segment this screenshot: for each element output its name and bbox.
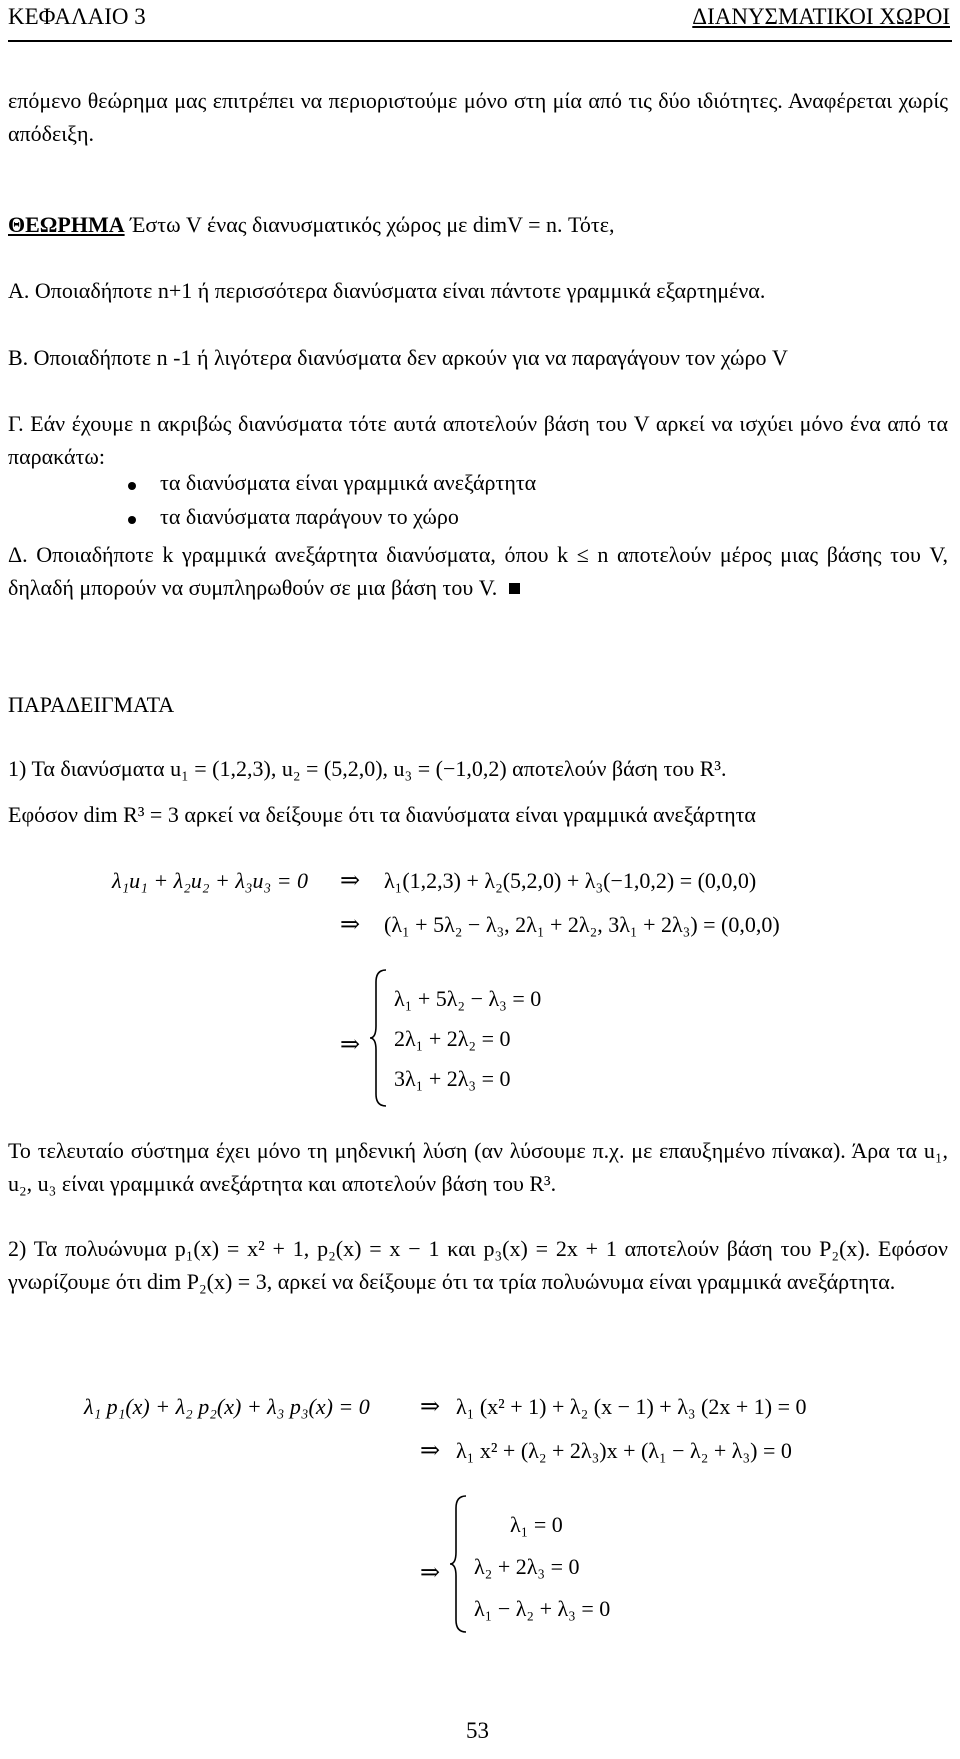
example1-system-2: 2λ₁ + 2λ₂ = 0 (394, 1026, 511, 1051)
theorem-line (8, 212, 615, 238)
chapter-label: ΚΕΦΑΛΑΙΟ 3 (8, 4, 146, 29)
theorem-item-a: Α. Οποιαδήποτε n+1 ή περισσότερα διανύσματα είναι πάντοτε γραμμικά εξαρτημένα. (8, 278, 766, 303)
chapter-title: ΔΙΑΝΥΣΜΑΤΙΚΟΙ ΧΩΡΟΙ (692, 4, 950, 29)
intro-paragraph: επόμενο θεώρημα μας επιτρέπει να περιοριστούμε μόνο στη μία από τις δύο ιδιότητες. Αναφέρεται χωρίς απόδειξη. (8, 88, 948, 146)
bullet-dot-1 (128, 482, 136, 490)
example2-text (8, 1232, 948, 1298)
example2-system-1: λ₁ = 0 (510, 1512, 563, 1537)
theorem-bullet-2: τα διανύσματα παράγουν το χώρο (160, 504, 459, 529)
implies-icon-2: ⇒ (340, 912, 361, 938)
example2-statement: Τα πολυώνυμα p₁(x) = x² + 1, p₂(x) = x − 1 και p₃(x) = 2x + 1 αποτελούν βάση του P₂(x). Εφόσον γνωρίζουμε ότι dim P₂(x) = 3, αρκεί να δείξουμε ότι τα τρία πολυώνυμα είναι γραμμικά ανεξάρτητα. (8, 1236, 948, 1294)
left-brace-icon (368, 968, 390, 1108)
theorem-item-c: Γ. Εάν έχουμε n ακριβώς διανύσματα τότε αυτά αποτελούν βάση του V αρκεί να ισχύει μόνο ένα από τα παρακάτω: (8, 411, 948, 469)
example2-eq2: λ₁ x² + (λ₂ + 2λ₃)x + (λ₁ − λ₂ + λ₃) = 0 (456, 1438, 792, 1463)
example1-eq1-left: λ₁u₁ + λ₂u₂ + λ₃u₃ = 0 (112, 868, 309, 893)
example1-line2: Εφόσον dim R³ = 3 αρκεί να δείξουμε ότι τα διανύσματα είναι γραμμικά ανεξάρτητα (8, 802, 756, 827)
example1-conclusion: Το τελευταίο σύστημα έχει μόνο τη μηδενική λύση (αν λύσουμε π.χ. με επαυξημένο πίνακα). Άρα τα u₁, u₂, u₃ είναι γραμμικά ανεξάρτητα και αποτελούν βάση του R³. (8, 1138, 948, 1196)
example1-system-1: λ₁ + 5λ₂ − λ₃ = 0 (394, 986, 542, 1011)
bullet-dot-2 (128, 516, 136, 524)
theorem-item-d-text: Δ. Οποιαδήποτε k γραμμικά ανεξάρτητα διανύσματα, όπου k ≤ n αποτελούν μέρος μιας βάσης του V, δηλαδή μπορούν να συμπληρωθούν σε μια βάση του V. (8, 542, 948, 600)
implies-icon-1: ⇒ (340, 868, 361, 894)
example2-eq1-left: λ₁ p₁(x) + λ₂ p₂(x) + λ₃ p₃(x) = 0 (84, 1394, 370, 1419)
page-number: 53 (466, 1718, 489, 1743)
example1-eq1-right: λ₁(1,2,3) + λ₂(5,2,0) + λ₃(−1,0,2) = (0,0,0) (384, 868, 757, 893)
left-brace-icon (448, 1494, 470, 1634)
example2-number: 2) (8, 1236, 27, 1261)
example1-eq2: (λ₁ + 5λ₂ − λ₃, 2λ₁ + 2λ₂, 3λ₁ + 2λ₃) = (0,0,0) (384, 912, 780, 937)
qed-square-icon (509, 583, 520, 594)
example1-number: 1) (8, 756, 27, 781)
example1-statement: Τα διανύσματα u₁ = (1,2,3), u₂ = (5,2,0), u₃ = (−1,0,2) αποτελούν βάση του R³. (31, 756, 727, 781)
examples-heading: ΠΑΡΑΔΕΙΓΜΑΤΑ (8, 692, 175, 717)
theorem-item-d (8, 538, 948, 604)
implies-icon-6: ⇒ (420, 1560, 441, 1586)
header-rule (8, 40, 952, 42)
example1-system-3: 3λ₁ + 2λ₃ = 0 (394, 1066, 511, 1091)
example2-system-2: λ₂ + 2λ₃ = 0 (474, 1554, 580, 1579)
example1-line1 (8, 756, 727, 782)
implies-icon-4: ⇒ (420, 1394, 441, 1420)
theorem-bullet-1: τα διανύσματα είναι γραμμικά ανεξάρτητα (160, 470, 537, 495)
implies-icon-5: ⇒ (420, 1438, 441, 1464)
implies-icon-3: ⇒ (340, 1032, 361, 1058)
example2-system-3: λ₁ − λ₂ + λ₃ = 0 (474, 1596, 611, 1621)
theorem-statement: Έστω V ένας διανυσματικός χώρος με dimV = n. Τότε, (130, 212, 615, 237)
theorem-item-b: Β. Οποιαδήποτε n -1 ή λιγότερα διανύσματα δεν αρκούν για να παραγάγουν τον χώρο V (8, 345, 788, 370)
example2-eq1-right: λ₁ (x² + 1) + λ₂ (x − 1) + λ₃ (2x + 1) = 0 (456, 1394, 807, 1419)
theorem-label: ΘΕΩΡΗΜΑ (8, 212, 125, 237)
